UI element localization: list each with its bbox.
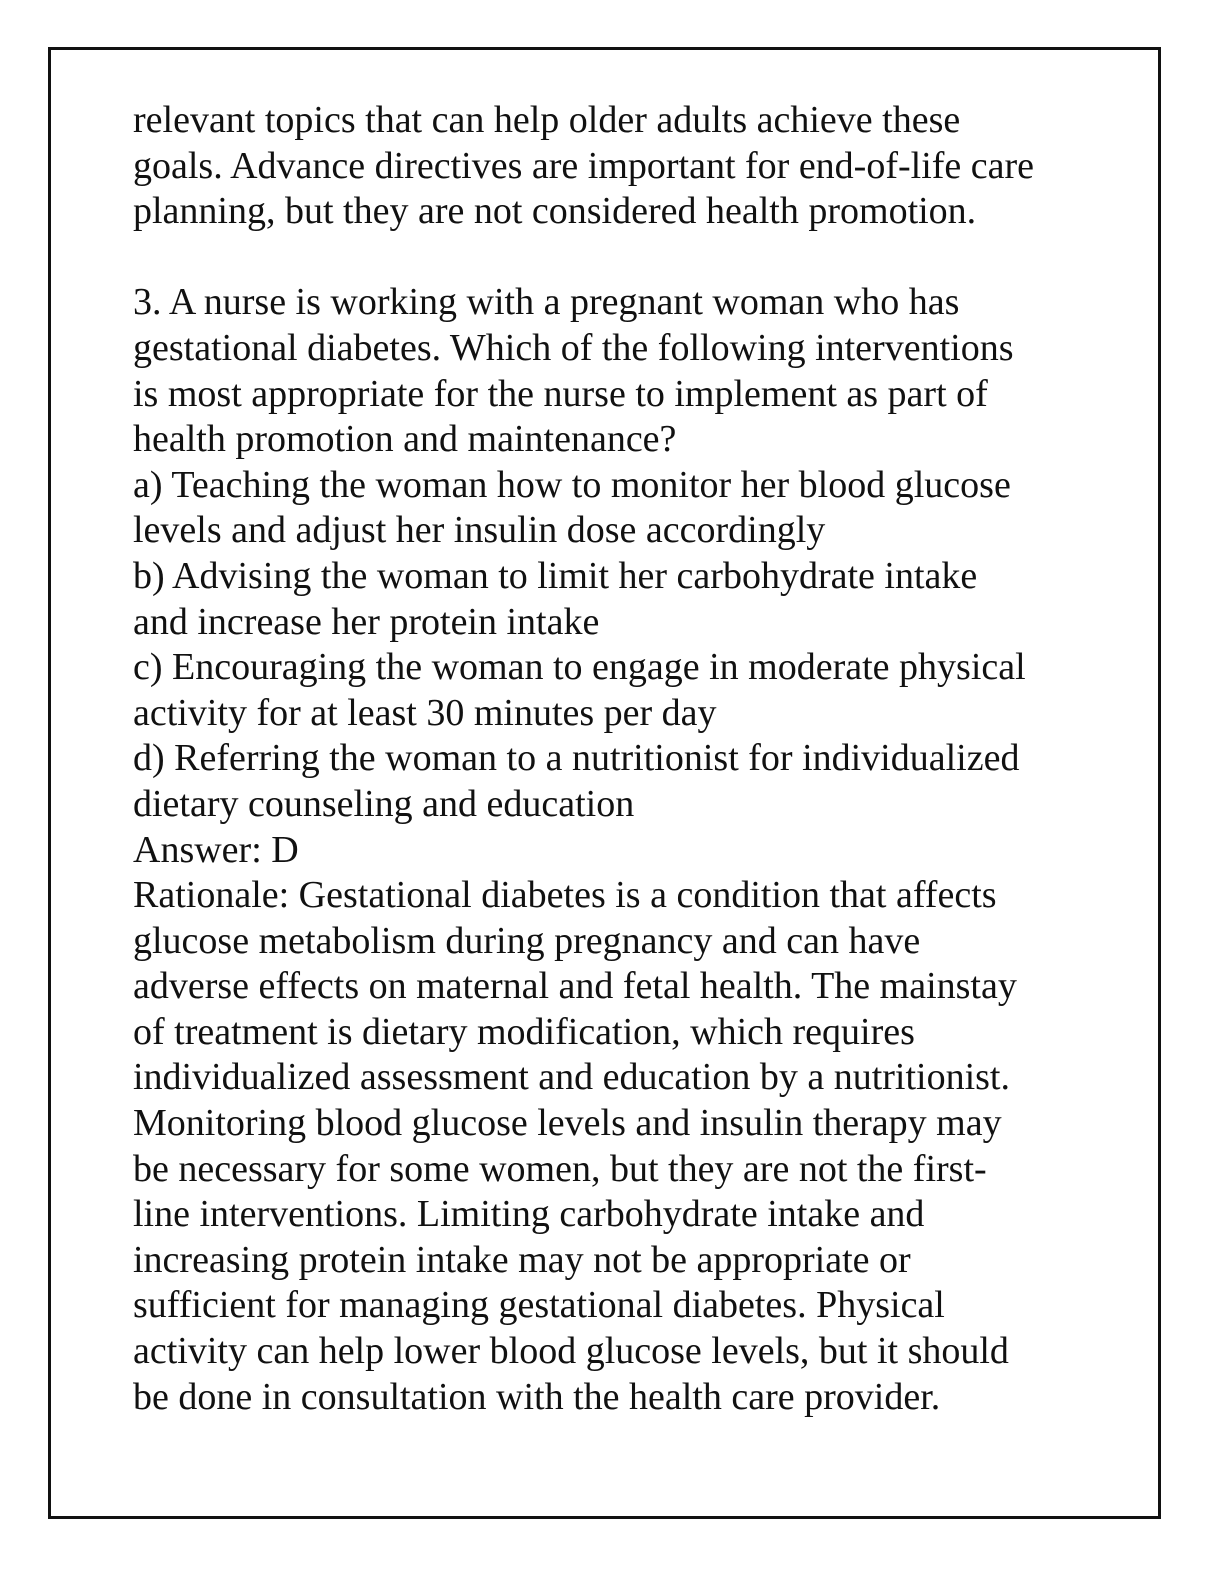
question-stem: [133, 280, 1133, 462]
text-line: levels and adjust her insulin dose accordingly: [133, 509, 826, 552]
text-line: gestational diabetes. Which of the following interventions: [133, 326, 1014, 369]
text-line: be necessary for some women, but they are not the first-: [133, 1147, 987, 1190]
text-line: d) Referring the woman to a nutritionist for individualized: [133, 737, 1020, 780]
previous-rationale-continuation: [133, 98, 1133, 235]
text-line: of treatment is dietary modification, which requires: [133, 1010, 915, 1053]
text-line: adverse effects on maternal and fetal health. The mainstay: [133, 965, 1017, 1008]
answer-option-b: [133, 554, 1133, 645]
text-line: line interventions. Limiting carbohydrate intake and: [133, 1193, 925, 1236]
text-line: health promotion and maintenance?: [133, 418, 677, 461]
text-line: be done in consultation with the health care provider.: [133, 1375, 941, 1418]
text-line: relevant topics that can help older adults achieve these: [133, 99, 961, 141]
text-line: is most appropriate for the nurse to implement as part of: [133, 372, 988, 415]
text-line: sufficient for managing gestational diabetes. Physical: [133, 1284, 945, 1327]
text-line: a) Teaching the woman how to monitor her blood glucose: [133, 463, 1011, 506]
text-line: individualized assessment and education by a nutritionist.: [133, 1056, 1010, 1099]
text-line: dietary counseling and education: [133, 782, 635, 825]
text-line: goals. Advance directives are important for end-of-life care: [133, 144, 1035, 187]
text-line: and increase her protein intake: [133, 600, 600, 643]
text-line: increasing protein intake may not be appropriate or: [133, 1238, 911, 1281]
answer-option-d: [133, 736, 1133, 827]
rationale: [133, 873, 1133, 1420]
answer-key: Answer: D: [133, 828, 299, 871]
text-line: Rationale: Gestational diabetes is a condition that affects: [133, 874, 997, 917]
text-line: planning, but they are not considered health promotion.: [133, 190, 977, 233]
answer-option-a: [133, 463, 1133, 554]
text-line: b) Advising the woman to limit her carbohydrate intake: [133, 554, 978, 597]
document-body: [133, 98, 1133, 1420]
answer-option-c: [133, 645, 1133, 736]
text-line: 3. A nurse is working with a pregnant woman who has: [133, 281, 960, 324]
text-line: c) Encouraging the woman to engage in moderate physical: [133, 646, 1026, 689]
paragraph-gap: [133, 235, 1133, 281]
text-line: glucose metabolism during pregnancy and can have: [133, 919, 921, 962]
text-line: activity for at least 30 minutes per day: [133, 691, 717, 734]
text-line: activity can help lower blood glucose levels, but it should: [133, 1330, 1009, 1373]
text-line: Monitoring blood glucose levels and insulin therapy may: [133, 1102, 1002, 1145]
